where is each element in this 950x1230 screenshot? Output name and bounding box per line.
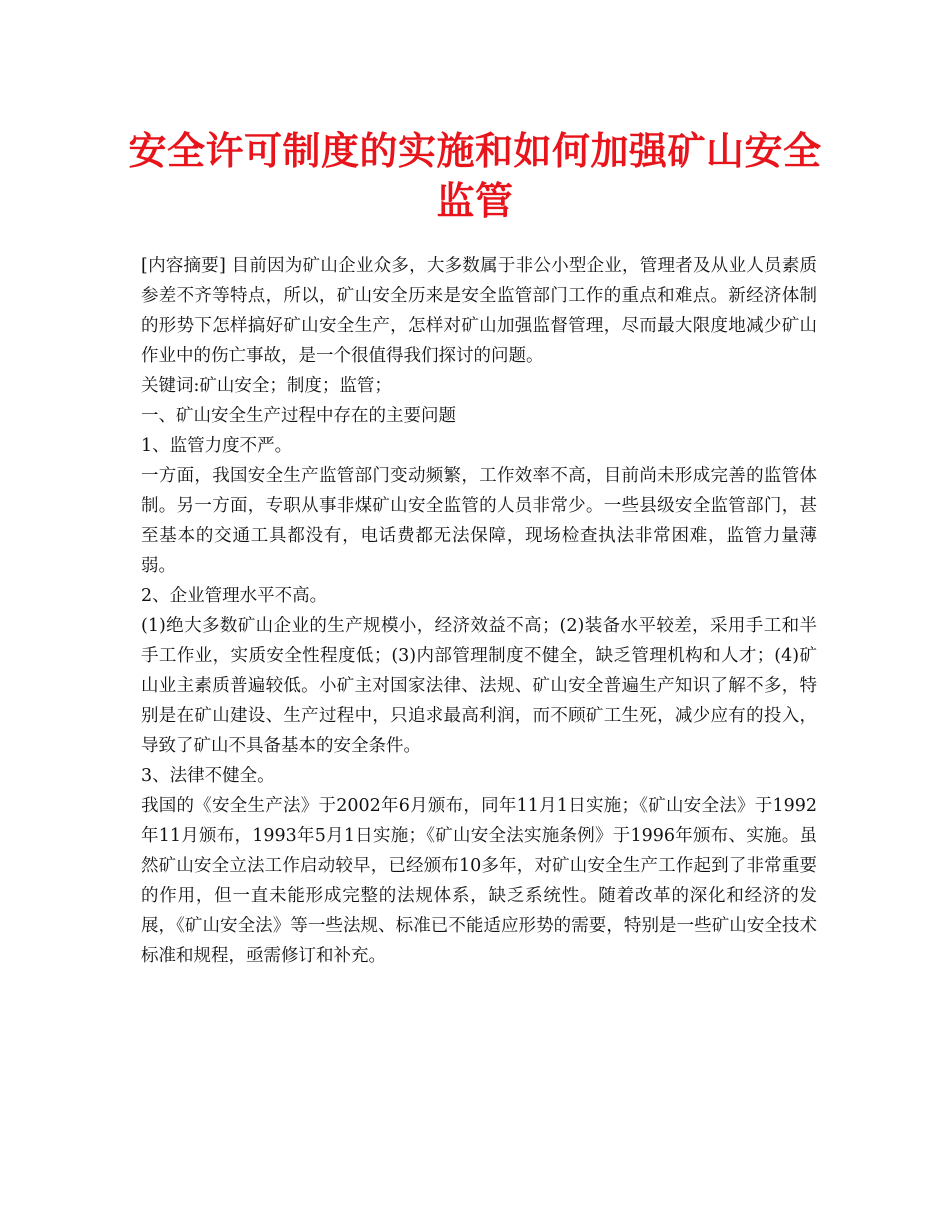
document-title: 安全许可制度的实施和如何加强矿山安全监管 xyxy=(128,128,822,223)
body-paragraph: 我国的《安全生产法》于2002年6月颁布，同年11月1日实施；《矿山安全法》于1992年11月颁布，1993年5月1日实施；《矿山安全法实施条例》于1996年颁布、实施。虽然矿山安全立法工作启动较早，已经颁布10多年，对矿山安全生产工作起到了非常重要的作用，但一直未能形成完整的法规体系，缺乏系统性。随着改革的深化和经济的发展，《矿山安全法》等一些法规、标准已不能适应形势的需要，特别是一些矿山安全技术标准和规程，亟需修订和补充。 xyxy=(141,796,817,966)
section-heading: 一、矿山安全生产过程中存在的主要问题 xyxy=(141,406,456,426)
keywords-line: 关键词:矿山安全；制度；监管； xyxy=(141,376,392,396)
document-body xyxy=(141,251,817,971)
subsection-heading: 3、法律不健全。 xyxy=(141,766,275,786)
body-paragraph: 一方面，我国安全生产监管部门变动频繁，工作效率不高，目前尚未形成完善的监管体制。另一方面，专职从事非煤矿山安全监管的人员非常少。一些县级安全监管部门，甚至基本的交通工具都没有，电话费都无法保障，现场检查执法非常困难，监管力量薄弱。 xyxy=(141,466,817,576)
subsection-heading: 2、企业管理水平不高。 xyxy=(141,586,328,606)
body-paragraph: (1)绝大多数矿山企业的生产规模小，经济效益不高；(2)装备水平较差，采用手工和半手工作业，实质安全性程度低；(3)内部管理制度不健全，缺乏管理机构和人才；(4)矿山业主素质普遍较低。小矿主对国家法律、法规、矿山安全普遍生产知识了解不多，特别是在矿山建设、生产过程中，只追求最高利润，而不顾矿工生死，减少应有的投入，导致了矿山不具备基本的安全条件。 xyxy=(141,616,817,756)
abstract-paragraph: [内容摘要] 目前因为矿山企业众多，大多数属于非公小型企业，管理者及从业人员素质参差不齐等特点，所以，矿山安全历来是安全监管部门工作的重点和难点。新经济体制的形势下怎样搞好矿山安全生产，怎样对矿山加强监督管理，尽而最大限度地减少矿山作业中的伤亡事故，是一个很值得我们探讨的问题。 xyxy=(141,256,817,366)
subsection-heading: 1、监管力度不严。 xyxy=(141,436,293,456)
